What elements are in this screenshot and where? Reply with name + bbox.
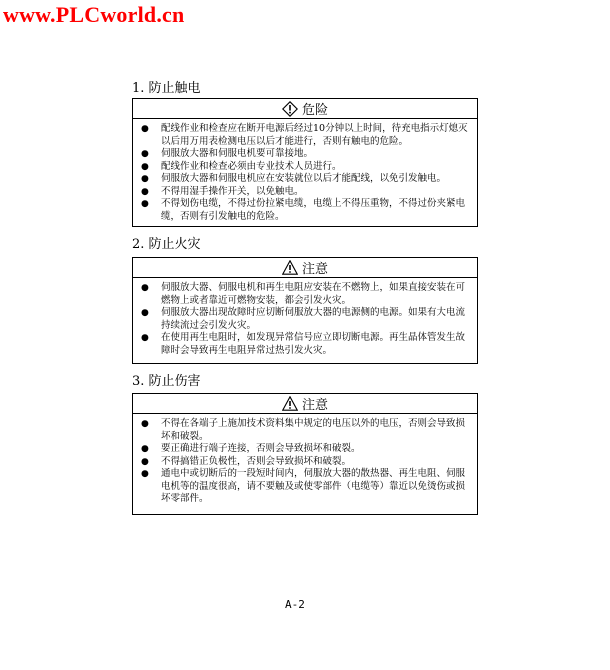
warning-list bbox=[133, 119, 477, 228]
section-heading-injury: 3. 防止伤害 bbox=[132, 374, 201, 389]
caution-icon bbox=[282, 260, 298, 275]
bullet-icon: ● bbox=[141, 186, 149, 197]
list-item: ● 在使用再生电阻时，如发现异常信号应立即切断电源。再生晶体管发生故障时会导致再生电阻异常过热引发火灾。 bbox=[141, 332, 466, 356]
bullet-icon: ● bbox=[141, 444, 149, 454]
box-title: 注意 bbox=[301, 262, 328, 277]
list-item: ● 不得搞错正负极性，否则会导致损坏和破裂。 bbox=[141, 455, 352, 467]
list-item: ● 伺服放大器和伺服电机应在安装就位以后才能配线，以免引发触电。 bbox=[141, 173, 447, 184]
page-number: A-2 bbox=[285, 598, 305, 611]
watermark-logo-text: www.PLCworld.cn bbox=[3, 2, 185, 27]
list-item: ● 配线作业和检查应在断开电源后经过10分钟以上时间，待充电指示灯熄灭以后用万用表检测电压以后才能进行，否则有触电的危险。 bbox=[141, 123, 468, 147]
bullet-icon: ● bbox=[141, 419, 149, 429]
box-header bbox=[133, 258, 477, 278]
list-item: ● 不得在各端子上施加技术资料集中规定的电压以外的电压，否则会导致损坏和破裂。 bbox=[141, 418, 466, 442]
danger-box bbox=[132, 98, 478, 227]
list-item: ● 伺服放大器、伺服电机和再生电阻应安装在不燃物上，如果直接安装在可燃物上或者靠近可燃物安装，都会引发火灾。 bbox=[141, 282, 466, 306]
caution-icon bbox=[282, 396, 298, 411]
danger-icon bbox=[282, 101, 298, 117]
list-item: ● 伺服放大器出现故障时应切断伺服放大器的电源侧的电源。如果有大电流持续流过会引发火灾。 bbox=[141, 307, 466, 331]
list-item: ● 不得用湿手操作开关，以免触电。 bbox=[141, 185, 304, 197]
bullet-icon: ● bbox=[141, 469, 149, 479]
section-heading-fire: 2. 防止火灾 bbox=[132, 237, 201, 252]
section-heading-electric-shock: 1. 防止触电 bbox=[132, 81, 201, 96]
bullet-icon: ● bbox=[141, 283, 149, 293]
list-item: ● 要正确进行端子连接，否则会导致损坏和破裂。 bbox=[141, 443, 361, 454]
bullet-icon: ● bbox=[141, 333, 149, 343]
list-item: ● 通电中或切断后的一段短时间内，伺服放大器的散热器、再生电阻、伺服电机等的温度很高，请不要触及或使零部件（电缆等）靠近以免烫伤或损坏零部件。 bbox=[141, 468, 466, 504]
bullet-icon: ● bbox=[141, 161, 149, 172]
caution-list bbox=[133, 278, 477, 362]
list-item: ● 配线作业和检查必须由专业技术人员进行。 bbox=[141, 160, 342, 172]
caution-box-fire bbox=[132, 257, 478, 364]
bullet-icon: ● bbox=[141, 124, 149, 134]
box-header bbox=[133, 99, 477, 119]
bullet-icon: ● bbox=[141, 199, 149, 209]
bullet-icon: ● bbox=[141, 149, 149, 159]
bullet-icon: ● bbox=[141, 456, 149, 467]
caution-list bbox=[133, 414, 477, 511]
box-title: 注意 bbox=[301, 398, 328, 413]
list-item: ● 伺服放大器和伺服电机要可靠接地。 bbox=[141, 148, 314, 159]
box-title: 危险 bbox=[301, 103, 328, 118]
box-header bbox=[133, 394, 477, 414]
caution-box-injury bbox=[132, 393, 478, 515]
bullet-icon: ● bbox=[141, 308, 149, 318]
bullet-icon: ● bbox=[141, 174, 149, 184]
list-item: ● 不得划伤电缆，不得过份拉紧电缆，电缆上不得压重物，不得过份夹紧电缆，否则有引发触电的危险。 bbox=[141, 198, 466, 222]
